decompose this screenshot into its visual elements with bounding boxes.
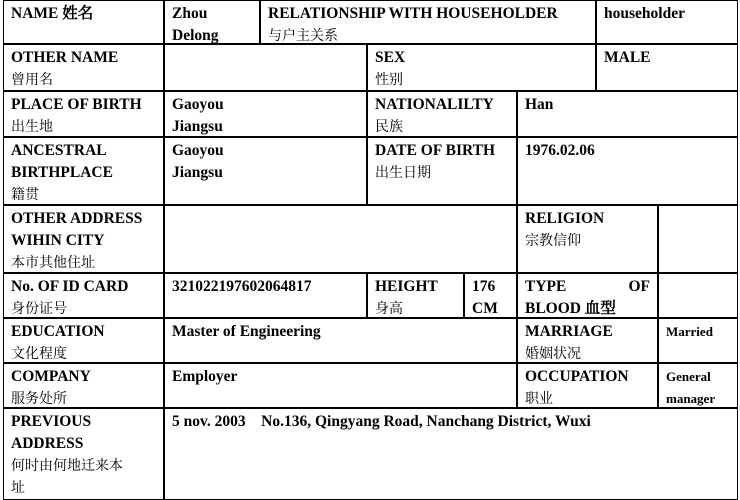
blood-type-label-cell <box>517 273 658 318</box>
previous-address-label-cn-line2: 址 <box>11 480 25 496</box>
place-of-birth-label-cn: 出生地 <box>11 119 53 135</box>
education-value: Master of Engineering <box>172 323 321 340</box>
id-card-value-cell <box>164 273 367 318</box>
occupation-label-cn: 职业 <box>525 391 553 407</box>
relationship-value: householder <box>604 5 685 22</box>
occupation-value-line2: manager <box>666 391 716 406</box>
relationship-label-en: RELATIONSHIP WITH HOUSEHOLDER <box>268 5 558 22</box>
nationality-label-cn: 民族 <box>375 119 403 135</box>
name-label-cell <box>3 0 164 44</box>
religion-label-cn: 宗教信仰 <box>525 233 581 249</box>
previous-address-label-line2: ADDRESS <box>11 435 84 452</box>
other-name-label-cn: 曾用名 <box>11 72 53 88</box>
ancestral-value-line2: Jiangsu <box>172 164 223 181</box>
sex-label-en: SEX <box>375 49 406 66</box>
date-of-birth-label-en: DATE OF BIRTH <box>375 142 496 159</box>
education-label-cell <box>3 318 164 363</box>
relationship-label-cell <box>260 0 596 44</box>
relationship-value-cell <box>596 0 738 44</box>
company-label-en: COMPANY <box>11 368 91 385</box>
id-card-value: 321022197602064817 <box>172 278 312 295</box>
ancestral-value-line1: Gaoyou <box>172 142 224 159</box>
company-label-cn: 服务处所 <box>11 391 67 407</box>
id-card-label-en: No. OF ID CARD <box>11 278 129 295</box>
date-of-birth-value-cell <box>517 137 738 205</box>
id-card-label-cn: 身份证号 <box>11 301 67 317</box>
name-label: NAME 姓名 <box>11 5 94 22</box>
place-of-birth-label-en: PLACE OF BIRTH <box>11 96 142 113</box>
occupation-value-cell <box>658 363 738 408</box>
marriage-label-en: MARRIAGE <box>525 323 613 340</box>
other-address-label-line2: WIHIN CITY <box>11 232 105 249</box>
ancestral-value-cell <box>164 137 367 205</box>
name-value-cell <box>164 0 260 44</box>
education-value-cell <box>164 318 517 363</box>
other-name-label-en: OTHER NAME <box>11 49 119 66</box>
previous-address-label-cn-line1: 何时由何地迁来本 <box>11 458 123 474</box>
date-of-birth-label-cell <box>367 137 517 205</box>
height-value-cell <box>464 273 517 318</box>
height-label-cn: 身高 <box>375 301 403 317</box>
relationship-label-cn: 与户主关系 <box>268 28 338 44</box>
height-value-line2: CM <box>472 300 498 317</box>
other-name-label-cell <box>3 44 164 91</box>
date-of-birth-label-cn: 出生日期 <box>375 165 431 181</box>
religion-value-cell <box>658 205 738 273</box>
name-value-line1: Zhou <box>172 5 208 22</box>
company-label-cell <box>3 363 164 408</box>
other-address-label-cell <box>3 205 164 273</box>
blood-type-word-type: TYPE <box>525 278 567 295</box>
blood-type-label-line1 <box>525 276 650 298</box>
previous-address-value-cell <box>164 408 738 500</box>
company-value-cell <box>164 363 517 408</box>
height-label-en: HEIGHT <box>375 278 438 295</box>
blood-type-label-line2: BLOOD 血型 <box>525 300 616 317</box>
id-card-label-cell <box>3 273 164 318</box>
blood-type-value-cell <box>658 273 738 318</box>
date-of-birth-value: 1976.02.06 <box>525 142 595 159</box>
nationality-value: Han <box>525 96 554 113</box>
place-of-birth-value-cell <box>164 91 367 137</box>
previous-address-value-line <box>172 411 730 433</box>
nationality-label-en: NATIONALILTY <box>375 96 494 113</box>
sex-value-cell <box>596 44 738 91</box>
occupation-label-en: OCCUPATION <box>525 368 629 385</box>
ancestral-label-cn: 籍贯 <box>11 187 39 203</box>
height-value-line1: 176 <box>472 278 496 295</box>
height-label-cell <box>367 273 464 318</box>
other-address-label-line1: OTHER ADDRESS <box>11 210 143 227</box>
place-of-birth-value-line1: Gaoyou <box>172 96 224 113</box>
previous-address-label-cell <box>3 408 164 500</box>
education-label-en: EDUCATION <box>11 323 105 340</box>
sex-label-cn: 性别 <box>375 72 403 88</box>
place-of-birth-label-cell <box>3 91 164 137</box>
previous-address-label-line1: PREVIOUS <box>11 413 92 430</box>
occupation-value-line1: General <box>666 369 711 384</box>
marriage-value-cell <box>658 318 738 363</box>
previous-address-value: No.136, Qingyang Road, Nanchang District, Wuxi <box>261 413 591 430</box>
previous-address-date: 5 nov. 2003 <box>172 413 246 430</box>
other-name-value-cell <box>164 44 367 91</box>
nationality-label-cell <box>367 91 517 137</box>
ancestral-label-line2: BIRTHPLACE <box>11 164 113 181</box>
name-value-line2: Delong <box>172 27 219 44</box>
religion-label-en: RELIGION <box>525 210 605 227</box>
marriage-value: Married <box>666 324 713 339</box>
marriage-label-cn: 婚姻状况 <box>525 346 581 362</box>
other-address-label-cn: 本市其他住址 <box>11 255 95 271</box>
other-address-value-cell <box>164 205 517 273</box>
ancestral-label-cell <box>3 137 164 205</box>
company-value: Employer <box>172 368 238 385</box>
marriage-label-cell <box>517 318 658 363</box>
ancestral-label-line1: ANCESTRAL <box>11 142 107 159</box>
education-label-cn: 文化程度 <box>11 346 67 362</box>
blood-type-word-of: OF <box>628 278 650 295</box>
occupation-label-cell <box>517 363 658 408</box>
sex-label-cell <box>367 44 596 91</box>
place-of-birth-value-line2: Jiangsu <box>172 118 223 135</box>
religion-label-cell <box>517 205 658 273</box>
nationality-value-cell <box>517 91 738 137</box>
sex-value: MALE <box>604 49 651 66</box>
